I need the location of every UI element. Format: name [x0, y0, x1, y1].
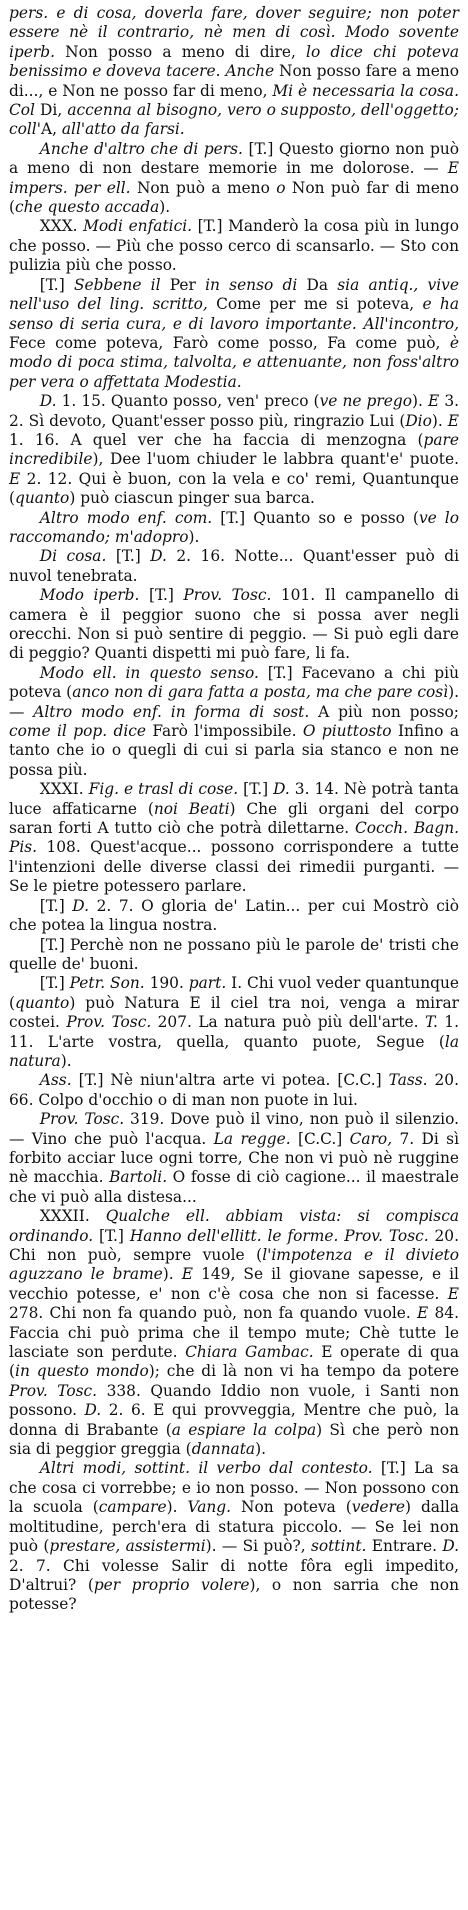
roman-text: ) dalla moltitudine, perch'era di statura piccolo. — Se lei non può ( — [9, 1498, 460, 1556]
roman-text: Farò l'impossibile. — [146, 722, 303, 741]
roman-text: 190. — [144, 974, 189, 993]
roman-text: ), o non sarria che non potesse? — [9, 1575, 459, 1614]
roman-text: 7. Di sì forbito acciar luce ogni torre, Che non vi può nè ruggine nè macchia. — [9, 1129, 459, 1187]
italic-text: ve lo raccomando; m'adopro — [9, 508, 459, 546]
roman-text: XXXI. — [39, 780, 89, 799]
italic-text: D. — [442, 1537, 460, 1556]
italic-text: come il pop. dice — [9, 722, 147, 741]
roman-text: Entrare. — [366, 1537, 443, 1556]
italic-text: campare — [98, 1498, 167, 1517]
roman-text: [T.] — [39, 974, 70, 993]
italic-text: Hanno dell'ellitt. le forme. Prov. Tosc. — [129, 1226, 429, 1245]
roman-text: [T.] Manderò la cosa più in lungo che posso. — Più che posso cerco di scansarlo. — Sto con pulizia più che posso. — [9, 217, 459, 275]
roman-text: ). — [166, 1498, 188, 1517]
italic-text: part. — [188, 974, 227, 993]
italic-text: E — [447, 411, 459, 430]
roman-text: ). — [412, 392, 428, 411]
italic-text: Mi è necessaria la cosa. Col — [9, 81, 460, 120]
roman-text: Di, — [34, 101, 68, 120]
roman-text: 108. Quest'acque... possono corrispondere a tutte l'intenzioni delle diverse classi dei rimedii purganti. — Se le pietre potessero parlare. — [9, 838, 459, 896]
entry-paragraph — [9, 897, 459, 936]
roman-text: ) può ciascun pinger sua barca. — [69, 489, 315, 508]
italic-text: in questo mondo — [15, 1362, 149, 1381]
entry-paragraph — [9, 936, 459, 975]
roman-text: ) Che gli organi del corpo saran forti A tutto ciò che potrà dilettarne. — [9, 799, 459, 838]
roman-text: ). — [431, 411, 448, 430]
italic-text: all'atto da farsi. — [61, 120, 185, 139]
entry-paragraph — [9, 974, 459, 1071]
roman-text: [T.] — [93, 1226, 130, 1245]
entry-paragraph — [9, 586, 459, 664]
italic-text: dannata — [191, 1440, 256, 1459]
italic-text: Di cosa. — [39, 547, 107, 566]
roman-text: ). — Si può?, — [205, 1537, 311, 1556]
italic-text: Petr. Son. — [69, 974, 145, 993]
roman-text: 3. 14. Nè potrà tanta luce affaticarne ( — [9, 780, 459, 818]
roman-text: 319. Dove può il vino, non può il silenzio. — Vino che può l'acqua. — [9, 1110, 459, 1148]
roman-text: Non posso a meno di dire, — [54, 42, 307, 61]
roman-text: Non può a meno — [130, 178, 277, 197]
roman-text: 1. 16. A quel ver che ha faccia di menzogna ( — [9, 430, 424, 449]
roman-text: ). — [162, 1265, 182, 1284]
roman-text: O fosse di ciò cagione... il maestrale che vi può alla distesa... — [9, 1168, 459, 1206]
roman-text: ). — — [9, 683, 460, 721]
entry-paragraph — [9, 664, 459, 780]
italic-text: Bartoli. — [109, 1168, 168, 1187]
entry-paragraph — [9, 547, 459, 586]
italic-text: E — [181, 1265, 193, 1284]
italic-text: E — [447, 1284, 459, 1303]
italic-text: lo dice chi poteva benissimo e doveva tacere. Anche — [9, 42, 459, 81]
roman-text: Da — [297, 275, 338, 294]
entry-paragraph — [9, 780, 459, 896]
italic-text: E — [427, 392, 440, 411]
italic-text: Qualche ell. abbiam vista: si compisca ordinando. — [9, 1207, 459, 1245]
italic-text: è modo di poca stima, talvolta, e attenuante, non foss'altro per vera o affettata Modestia. — [9, 333, 459, 391]
roman-text: [T.] — [139, 586, 184, 605]
roman-text: ). — [255, 1440, 266, 1459]
italic-text: D. — [273, 780, 290, 799]
entry-paragraph — [9, 1459, 459, 1614]
italic-text: T. — [424, 1013, 438, 1032]
roman-text: [T.] Facevano a chi più poteva ( — [9, 663, 459, 702]
roman-text: [T.] Questo giorno non può a meno di non destare memorie in me dolorose. — — [9, 139, 459, 178]
italic-text: D. — [150, 547, 167, 566]
entry-paragraph — [9, 1110, 459, 1207]
italic-text: Ass. — [39, 1071, 72, 1090]
italic-text: per proprio volere — [93, 1575, 250, 1594]
roman-text: [C.C.] — [290, 1129, 350, 1148]
roman-text: Non poteva ( — [231, 1498, 352, 1517]
italic-text: Dio — [405, 411, 432, 430]
roman-text: ). — [159, 198, 171, 217]
entry-paragraph — [9, 140, 459, 218]
entry-paragraph — [9, 276, 459, 392]
italic-text: l'impotenza e il divieto aguzzano le brame — [9, 1246, 460, 1284]
roman-text: 2. 16. Notte... Quant'esser può di nuvol tenebrata. — [9, 547, 459, 585]
italic-text: vedere — [351, 1498, 406, 1517]
roman-text: [T.] — [238, 780, 274, 799]
roman-text: Non può far di meno ( — [9, 178, 459, 217]
roman-text: 1. 11. L'arte vostra, quella, quanto puote, Segue ( — [9, 1013, 459, 1051]
roman-text: ) può Natura E il ciel tra noi, venga a mirar costei. — [9, 993, 459, 1032]
italic-text: Modo ell. in questo senso. — [39, 663, 259, 682]
italic-text: che questo accada — [15, 198, 160, 217]
italic-text: Tass. — [388, 1071, 428, 1090]
roman-text: [T.] — [39, 896, 73, 915]
roman-text: 3. 2. Sì devoto, Quant'esser posso più, ringrazio Lui ( — [9, 392, 460, 430]
roman-text: 278. Chi non fa quando può, non fa quando vuole. — [9, 1304, 418, 1323]
italic-text: o — [276, 178, 286, 197]
italic-text: pers. e di cosa, doverla fare, dover seguire; non poter essere nè il contrario, nè men di così. Modo sovente iperb. — [9, 4, 459, 61]
roman-text: 20. 66. Colpo d'occhio o di man non puote in lui. — [9, 1071, 459, 1109]
italic-text: Cocch. Bagn. Pis. — [9, 819, 459, 857]
italic-text: Anche d'altro che di pers. — [39, 139, 243, 158]
italic-text: in senso di — [205, 275, 298, 294]
roman-text: 2. 12. Qui è buon, con la vela e co' remi, Quantunque ( — [9, 469, 459, 508]
roman-text: [T.] Quanto so e posso ( — [212, 508, 419, 527]
italic-text: ve ne prego — [319, 392, 412, 411]
entry-paragraph — [9, 509, 459, 548]
italic-text: D. — [39, 392, 57, 411]
italic-text: Altro modo enf. in forma di sost. — [33, 702, 310, 721]
roman-text: Non posso fare a meno di..., e Non ne posso far di meno, — [9, 62, 459, 100]
entry-paragraph — [9, 1207, 459, 1459]
roman-text: Infino a tanto che io o quegli di cui si parla sia stanco e non ne possa più. — [9, 722, 459, 779]
italic-text: e ha senso di seria cura, e di lavoro importante. All'incontro, — [9, 295, 459, 333]
roman-text: [T.] — [106, 547, 151, 566]
roman-text: 338. Quando Iddio non vuole, i Santi non possono. — [9, 1381, 459, 1420]
roman-text: XXX. — [39, 217, 84, 236]
roman-text: Come per me si poteva, — [207, 295, 423, 314]
roman-text: 1. 15. Quanto posso, ven' preco ( — [56, 392, 320, 411]
italic-text: E — [417, 1304, 429, 1323]
italic-text: La regge. — [213, 1129, 291, 1148]
roman-text: XXXII. — [39, 1207, 106, 1226]
italic-text: Caro, — [349, 1129, 393, 1148]
italic-text: Prov. Tosc. — [66, 1013, 152, 1032]
roman-text: I. Chi vuol veder quantunque ( — [9, 974, 459, 1012]
italic-text: quanto — [15, 993, 70, 1012]
italic-text: E impers. per ell. — [9, 159, 459, 197]
italic-text: pare incredibile — [9, 430, 459, 469]
italic-text: O piuttosto — [302, 722, 392, 741]
roman-text: 84. Faccia chi può prima che il tempo mute; Chè tutte le lasciate son perdute. — [9, 1304, 459, 1362]
italic-text: sottint. — [310, 1537, 367, 1556]
roman-text: Fece come poteva, Farò come posso, Fa come può, — [9, 333, 450, 352]
roman-text: 2. 7. Chi volesse Salir di notte fôra egli impedito, D'altrui? ( — [9, 1556, 459, 1594]
italic-text: Prov. Tosc. — [9, 1381, 98, 1400]
entry-paragraph — [9, 217, 459, 275]
italic-text: quanto — [15, 489, 70, 508]
italic-text: prestare, assistermi — [49, 1537, 206, 1556]
italic-text: Prov. Tosc. — [183, 586, 272, 605]
roman-text: 2. 7. O gloria de' Latin... per cui Mostrò ciò che potea la lingua nostra. — [9, 896, 459, 935]
italic-text: D. — [84, 1401, 102, 1420]
italic-text: D. — [72, 896, 89, 915]
roman-text: ); che di là non vi ha tempo da potere — [148, 1362, 460, 1381]
italic-text: anco non di gara fatta a posta, ma che pare così — [72, 683, 449, 702]
entry-paragraph — [9, 4, 459, 140]
italic-text: Modo iperb. — [39, 586, 140, 605]
italic-text: Altri modi, sottint. il verbo dal contesto. — [39, 1459, 373, 1478]
roman-text: Per — [160, 275, 206, 294]
roman-text: ). — [60, 1051, 72, 1070]
roman-text: E operate di qua ( — [9, 1343, 459, 1381]
roman-text: A più non posso; — [309, 702, 459, 721]
roman-text: [T.] Perchè non ne possano più le parole de' tristi che quelle de' buoni. — [9, 935, 459, 973]
italic-text: a espiare la colpa — [171, 1420, 317, 1439]
entry-paragraph — [9, 392, 459, 508]
roman-text: [T.] Nè niun'altra arte vi potea. [C.C.] — [71, 1071, 389, 1090]
roman-text: ). — [188, 527, 200, 546]
roman-text: A, — [40, 120, 62, 139]
roman-text: 101. Il campanello di camera è il peggior suono che si possa aver negli orecchi. Non si può sentire di peggio. — Si può egli dare di peggio? Quanti dispetti mi può fare, li fa. — [9, 586, 459, 663]
roman-text: [T.] — [39, 275, 74, 294]
roman-text: 149, Se il giovane sapesse, e il vecchio potesse, e' non c'è cosa che non si facesse. — [9, 1265, 459, 1303]
italic-text: Altro modo enf. com. — [39, 508, 213, 527]
italic-text: Fig. e trasl di cose. — [88, 780, 239, 799]
italic-text: Sebbene il — [73, 275, 161, 294]
roman-text: 207. La natura può più dell'arte. — [151, 1013, 425, 1032]
italic-text: Vang. — [187, 1498, 232, 1517]
italic-text: sia antiq., vive nell'uso del ling. scritto, — [9, 275, 459, 314]
roman-text: ) Sì che però non sia di peggior greggia ( — [9, 1420, 459, 1459]
roman-text: ), Dee l'uom chiuder le labbra quant'e' puote. — [92, 450, 459, 469]
roman-text: 2. 6. E qui provveggia, Mentre che può, la donna di Brabante ( — [9, 1401, 460, 1439]
roman-text: [T.] La sa che cosa ci vorrebbe; e io non posso. — Non possono con la scuola ( — [9, 1459, 459, 1517]
italic-text: accenna al bisogno, vero o supposto, dell'oggetto; coll' — [9, 101, 459, 139]
italic-text: Modi enfatici. — [83, 217, 193, 236]
italic-text: noi Beati — [153, 799, 230, 818]
entry-paragraph — [9, 1071, 459, 1110]
italic-text: E — [9, 469, 21, 488]
italic-text: Chiara Gambac. — [185, 1343, 314, 1362]
italic-text: la natura — [9, 1032, 459, 1070]
italic-text: Prov. Tosc. — [39, 1110, 125, 1129]
roman-text: 20. Chi non può, sempre vuole ( — [9, 1226, 459, 1264]
